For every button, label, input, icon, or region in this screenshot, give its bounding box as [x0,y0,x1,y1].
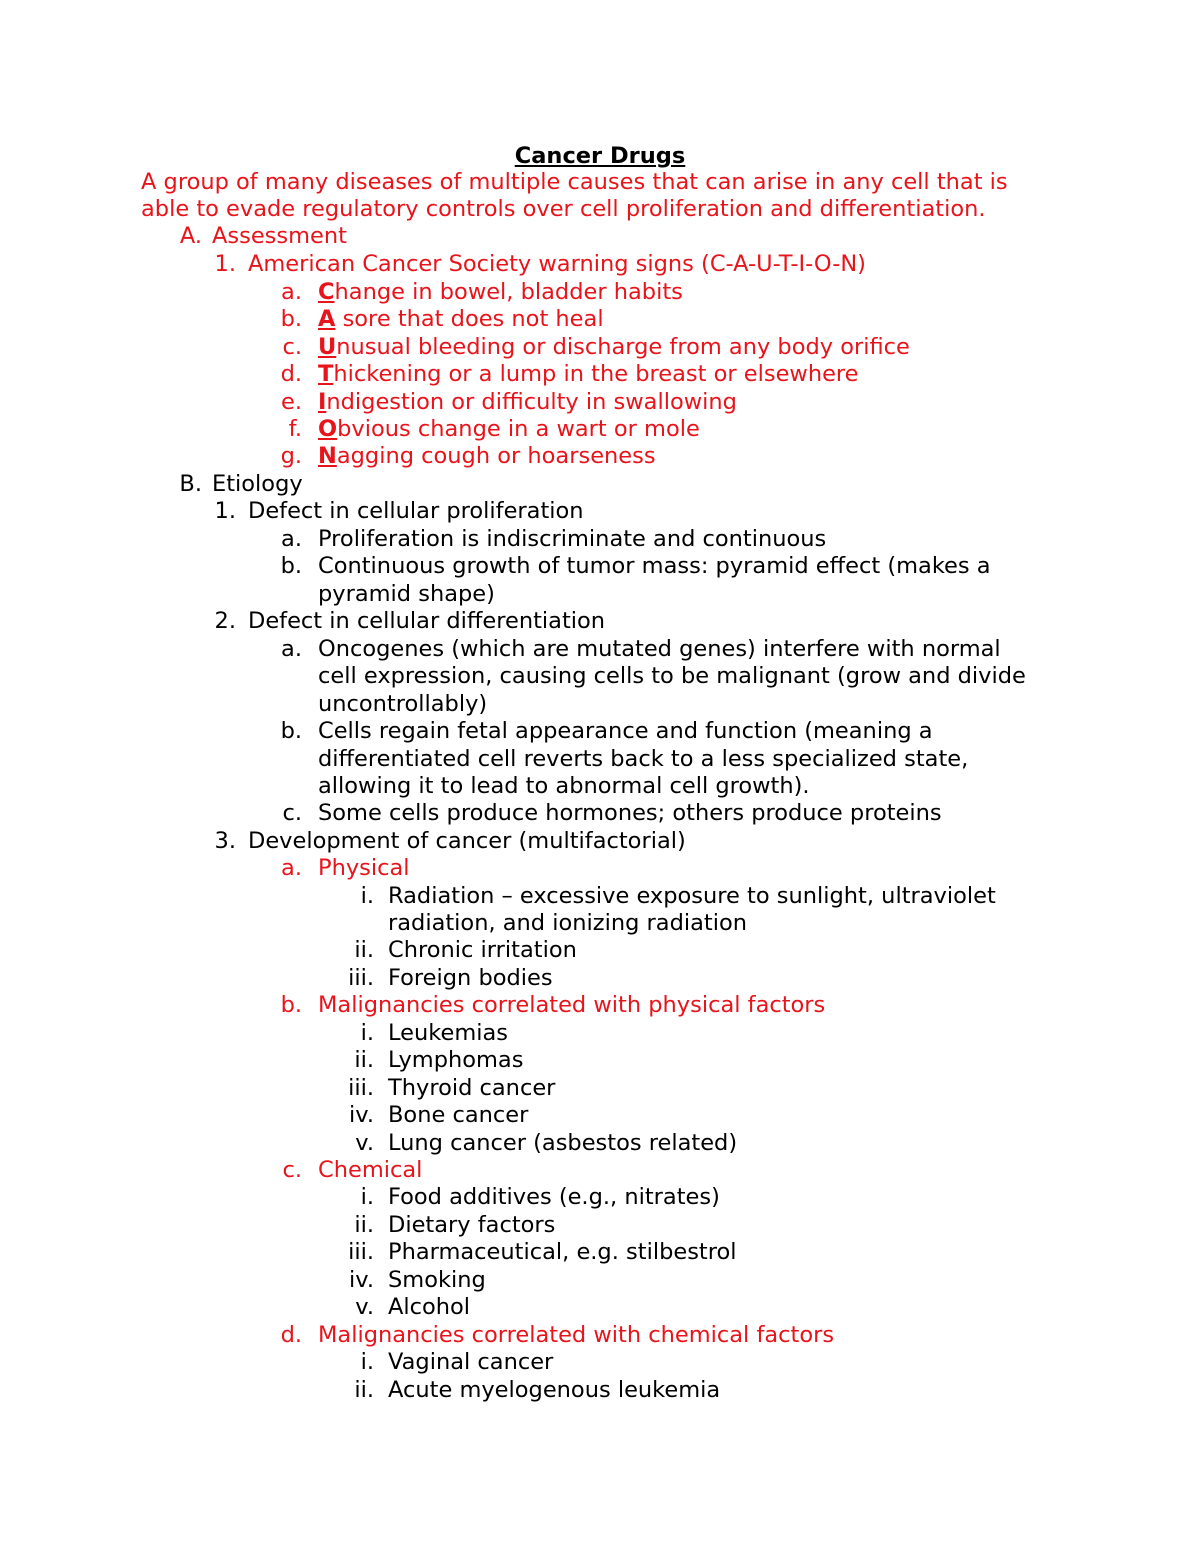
roman-marker: iii. [348,965,374,991]
item-marker: 3. [214,828,236,854]
item-text: Chronic irritation [388,937,577,963]
sign-initial: U [318,334,337,360]
item-text: Food additives (e.g., nitrates) [388,1184,720,1210]
item-text: Lymphomas [388,1047,524,1073]
subheading-text: Malignancies correlated with chemical factors [318,1322,835,1348]
item-marker: b. [280,992,302,1018]
item-text: Development of cancer (multifactorial) [248,828,686,854]
item-marker: c. [282,800,302,826]
roman-marker: ii. [354,937,374,963]
sign-text: hickening or a lump in the breast or elsewhere [333,361,859,387]
sign-marker: c. [282,334,302,360]
item-text: Alcohol [388,1294,471,1320]
item-marker: a. [281,526,302,552]
item-text: Continuous growth of tumor mass: pyramid effect (makes a [318,553,991,579]
item-text: Cells regain fetal appearance and function (meaning a [318,718,933,744]
item-text-continued: differentiated cell reverts back to a less specialized state, [318,746,969,772]
subheading-text: Malignancies correlated with physical factors [318,992,826,1018]
roman-marker: v. [355,1130,374,1156]
roman-marker: ii. [354,1047,374,1073]
item-text: Lung cancer (asbestos related) [388,1130,738,1156]
item-marker: 2. [214,608,236,634]
section-marker: A. [179,223,202,249]
sign-initial: O [318,416,338,442]
roman-marker: i. [360,1020,374,1046]
item-marker: b. [280,718,302,744]
sign-marker: a. [281,279,302,305]
sign-text: ndigestion or difficulty in swallowing [326,389,737,415]
item-text-continued: allowing it to lead to abnormal cell growth). [318,773,810,799]
item-text: Thyroid cancer [388,1075,556,1101]
item-text: Radiation – excessive exposure to sunlight, ultraviolet [388,883,996,909]
item-text-continued: cell expression, causing cells to be malignant (grow and divide [318,663,1026,689]
item-marker: 1. [214,498,236,524]
sign-marker: b. [280,306,302,332]
sign-marker: g. [280,443,302,469]
sign-text: nusual bleeding or discharge from any body orifice [336,334,910,360]
sign-text: sore that does not heal [335,306,604,332]
roman-marker: ii. [354,1377,374,1403]
item-text-continued: uncontrollably) [318,691,488,717]
item-marker: a. [281,855,302,881]
roman-marker: ii. [354,1212,374,1238]
item-text-continued: radiation, and ionizing radiation [388,910,747,936]
section-heading: Etiology [212,471,303,497]
item-text: Pharmaceutical, e.g. stilbestrol [388,1239,737,1265]
subheading-text: Chemical [318,1157,423,1183]
roman-marker: iv. [349,1267,374,1293]
roman-marker: i. [360,1349,374,1375]
subheading-text: Physical [318,855,410,881]
item-text: Dietary factors [388,1212,556,1238]
item-text: American Cancer Society warning signs (C-A-U-T-I-O-N) [248,251,866,277]
intro-line-2: able to evade regulatory controls over cell proliferation and differentiation. [141,196,986,222]
intro-line-1: A group of many diseases of multiple causes that can arise in any cell that is [141,169,1008,195]
item-marker: 1. [214,251,236,277]
roman-marker: iv. [349,1102,374,1128]
item-text: Defect in cellular differentiation [248,608,606,634]
sign-marker: d. [280,361,302,387]
item-text: Proliferation is indiscriminate and continuous [318,526,827,552]
item-text: Acute myelogenous leukemia [388,1377,721,1403]
item-text: Bone cancer [388,1102,529,1128]
roman-marker: iii. [348,1239,374,1265]
roman-marker: iii. [348,1075,374,1101]
sign-text: agging cough or hoarseness [336,443,656,469]
section-marker: B. [179,471,202,497]
document-title: Cancer Drugs [514,143,686,169]
sign-text: bvious change in a wart or mole [337,416,700,442]
item-marker: a. [281,636,302,662]
item-text: Foreign bodies [388,965,553,991]
item-marker: b. [280,553,302,579]
section-heading: Assessment [212,223,347,249]
sign-initial: N [318,443,337,469]
item-text: Smoking [388,1267,486,1293]
sign-initial: T [318,361,334,387]
item-marker: d. [280,1322,302,1348]
sign-initial: C [318,279,335,305]
sign-marker: e. [281,389,302,415]
item-text: Oncogenes (which are mutated genes) interfere with normal [318,636,1001,662]
sign-initial: A [318,306,336,332]
item-text: Defect in cellular proliferation [248,498,584,524]
item-text: Leukemias [388,1020,508,1046]
roman-marker: i. [360,1184,374,1210]
item-text-continued: pyramid shape) [318,581,495,607]
item-marker: c. [282,1157,302,1183]
roman-marker: v. [355,1294,374,1320]
sign-text: hange in bowel, bladder habits [334,279,683,305]
item-text: Vaginal cancer [388,1349,554,1375]
item-text: Some cells produce hormones; others produce proteins [318,800,942,826]
sign-initial: I [318,389,327,415]
roman-marker: i. [360,883,374,909]
sign-marker: f. [288,416,302,442]
